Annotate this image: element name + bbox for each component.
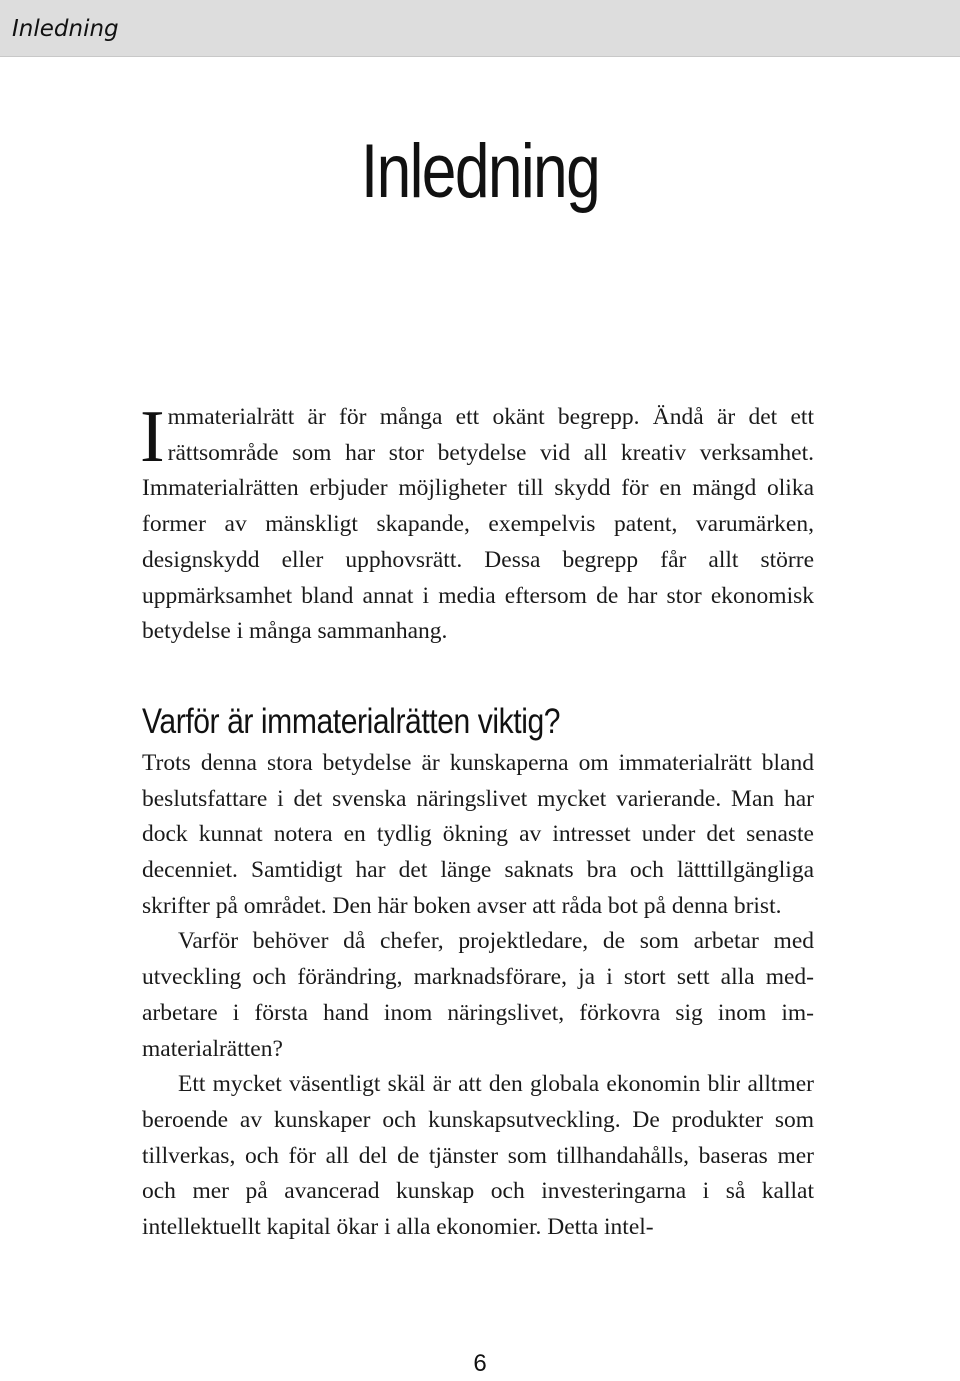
paragraph: Varför behöver då chefer, projektledare, de som arbetar med utveckling och förändring, marknadsförare, ja i stort sett alla medarbetare i första hand inom näringslivet, förkovra sig inom immaterialrätten? [142, 928, 814, 1062]
page-number: 6 [473, 1350, 487, 1377]
running-header-bar [0, 0, 960, 57]
body-text [140, 396, 814, 1246]
paragraph: Ett mycket väsentligt skäl är att den globala ekonomin blir alltmer beroende av kunskaper och kunskapsutveckling. De produkter som tillverkas, och för all del de tjänster som tillhandahålls, baseras mer och mer på avancerad kunskap och investeringarna i så kallat intellektuellt kapital ökar i alla ekonomier. Detta intel- [142, 1071, 814, 1241]
running-header: Inledning [12, 16, 119, 42]
paragraph: Trots denna stora betydelse är kunskaperna om immaterialrätt bland beslutsfattare i det svenska näringslivet mycket varierande. Man har dock kunnat notera en tydlig ökning av intresset under det senaste decenniet. Samtidigt har det länge saknats bra och lätttillgängliga skrifter på området. Den här boken avser att råda bot på denna brist. [142, 749, 814, 919]
drop-cap: I [140, 396, 165, 478]
intro-text: mmaterialrätt är för många ett okänt begrepp. Ändå är det ett rättsområde som har stor betydelse vid all kreativ verksamhet. Immaterialrätten erbjuder möjligheter till skydd för en mängd olika former av mänskligt skapande, exempelvis patent, varumärken, designskydd eller upphovsrätt. Dessa begrepp får allt större uppmärksamhet bland annat i media eftersom de har stor ekonomisk betydelse i många sammanhang. [142, 404, 814, 645]
intro-paragraph [140, 396, 814, 650]
section-heading: Varför är immaterialrätten viktig? [142, 701, 561, 741]
chapter-title: Inledning [360, 129, 600, 214]
